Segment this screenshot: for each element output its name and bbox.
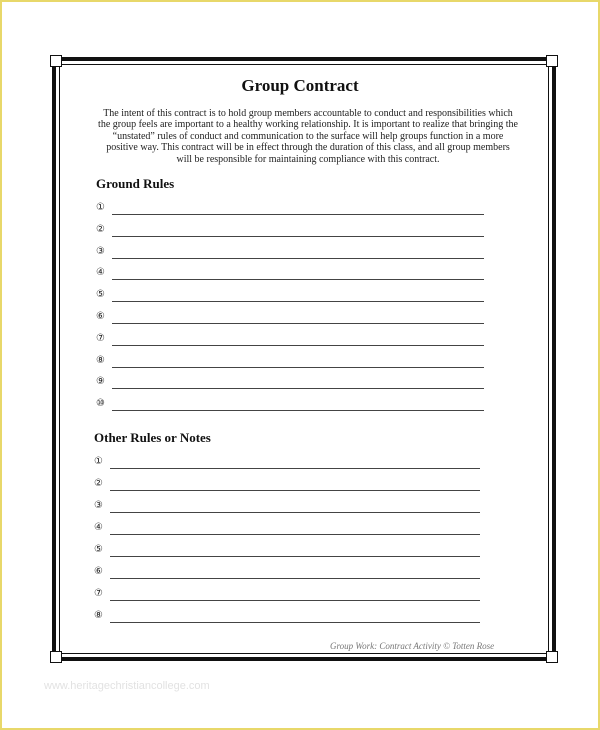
rule-number: ⑦	[96, 332, 105, 344]
rule-row	[96, 267, 484, 281]
rule-fill-line[interactable]	[112, 301, 484, 302]
rule-row	[94, 456, 480, 470]
rule-row	[94, 478, 480, 492]
ground-rules-heading: Ground Rules	[96, 176, 175, 191]
corner-ornament	[546, 651, 558, 663]
rule-fill-line[interactable]	[110, 578, 480, 579]
corner-ornament	[50, 651, 62, 663]
rule-number: ④	[94, 522, 103, 533]
rule-number: ⑦	[94, 588, 103, 599]
rule-fill-line[interactable]	[110, 534, 480, 535]
rule-row	[96, 202, 484, 216]
rule-fill-line[interactable]	[112, 214, 484, 215]
rule-row	[96, 224, 484, 238]
rule-fill-line[interactable]	[112, 236, 484, 237]
rule-row	[96, 333, 484, 347]
rule-number: ⑧	[94, 610, 103, 621]
rule-row	[96, 246, 484, 260]
rule-number: ②	[96, 223, 105, 235]
rule-number: ⑥	[94, 566, 103, 577]
rule-fill-line[interactable]	[112, 323, 484, 324]
other-rules-heading: Other Rules or Notes	[94, 430, 211, 445]
rule-fill-line[interactable]	[112, 279, 484, 280]
rule-fill-line[interactable]	[112, 410, 484, 411]
watermark-text: www.heritagechristiancollege.com	[44, 680, 210, 692]
rule-fill-line[interactable]	[112, 258, 484, 259]
corner-ornament	[50, 55, 62, 67]
rule-fill-line[interactable]	[110, 600, 480, 601]
rule-number: ①	[96, 202, 105, 213]
page-title: Group Contract	[241, 76, 359, 95]
rule-fill-line[interactable]	[110, 512, 480, 513]
rule-row	[96, 376, 484, 390]
rule-number: ③	[94, 500, 103, 511]
rule-number: ③	[96, 245, 105, 257]
rule-row	[96, 355, 484, 369]
rule-fill-line[interactable]	[110, 622, 480, 623]
rule-fill-line[interactable]	[112, 345, 484, 346]
rule-row	[96, 311, 484, 325]
rule-fill-line[interactable]	[112, 388, 484, 389]
rule-number: ④	[96, 267, 105, 279]
rule-fill-line[interactable]	[112, 367, 484, 368]
rule-fill-line[interactable]	[110, 556, 480, 557]
corner-ornament	[546, 55, 558, 67]
rule-number: ⑤	[94, 544, 103, 555]
footer-credit: Group Work: Contract Activity © Totten Rose	[330, 641, 495, 651]
rule-row	[96, 289, 484, 303]
rule-row	[94, 610, 480, 624]
rule-row	[96, 398, 484, 412]
rule-number: ⑩	[96, 398, 105, 410]
rule-row	[94, 588, 480, 602]
rule-row	[94, 544, 480, 558]
rule-number: ⑧	[96, 354, 105, 366]
rule-fill-line[interactable]	[110, 468, 480, 469]
rule-row	[94, 522, 480, 536]
rule-row	[94, 500, 480, 514]
rule-number: ②	[94, 478, 103, 489]
rule-fill-line[interactable]	[110, 490, 480, 491]
rule-number: ⑨	[96, 376, 105, 388]
rule-row	[94, 566, 480, 580]
intro-paragraph: The intent of this contract is to hold group members accountable to conduct and responsibilities which the group feels are important to a healthy working relationship. It is important to realize that bringing the “unstated” rules of conduct and communication to the surface will help groups function in a more positive way. This contract will be in effect through the duration of this class, and all group members will be responsible for maintaining compliance with this contract.	[98, 108, 518, 165]
rule-number: ①	[94, 456, 103, 467]
rule-number: ⑤	[96, 289, 105, 301]
rule-number: ⑥	[96, 311, 105, 322]
